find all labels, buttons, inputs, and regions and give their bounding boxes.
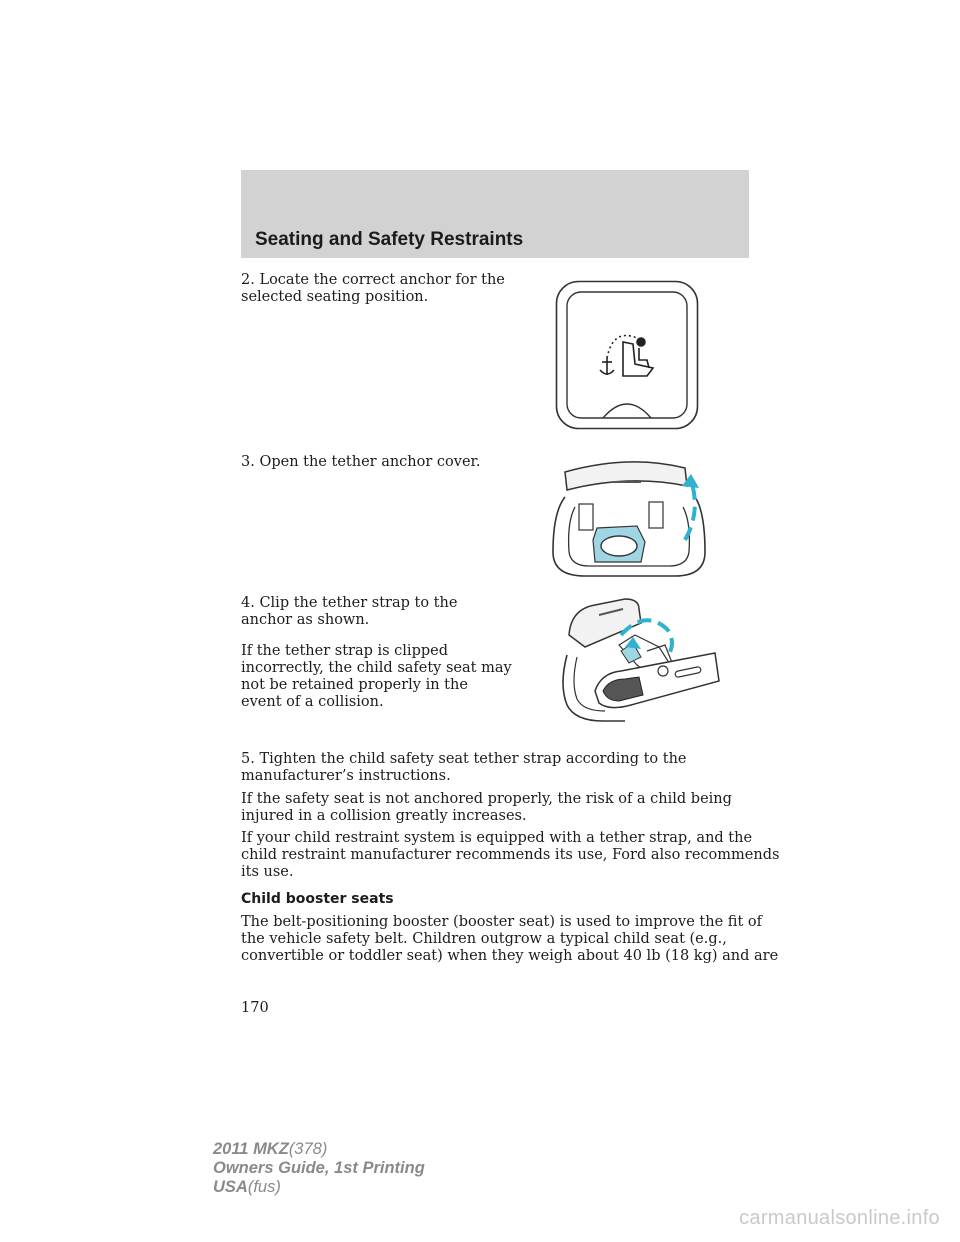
step-5-text <box>241 751 687 785</box>
tether-recommendation-line-3: its use. <box>241 864 294 880</box>
booster-seats-heading: Child booster seats <box>241 891 394 907</box>
clip-warning-line-3: not be retained properly in the <box>241 677 468 693</box>
footer-code: (378) <box>288 1140 328 1158</box>
step-2-text <box>241 272 505 306</box>
page-number: 170 <box>241 1000 269 1016</box>
print-footer <box>213 1140 425 1197</box>
step-5-line-2: manufacturer’s instructions. <box>241 768 451 784</box>
clip-warning-line-4: event of a collision. <box>241 694 384 710</box>
footer-model: 2011 MKZ <box>213 1140 289 1158</box>
step-3-line-1: 3. Open the tether anchor cover. <box>241 454 481 470</box>
step-4-line-2: anchor as shown. <box>241 612 370 628</box>
watermark: carmanualsonline.info <box>739 1207 940 1229</box>
tether-anchor-symbol-figure <box>555 280 701 432</box>
anchored-warning-text <box>241 791 732 825</box>
tether-recommendation-line-2: child restraint manufacturer recommends its use, Ford also recommends <box>241 847 780 863</box>
clip-warning-line-1: If the tether strap is clipped <box>241 643 449 659</box>
booster-line-2: the vehicle safety belt. Children outgrow a typical child seat (e.g., <box>241 931 727 947</box>
clip-warning-line-2: incorrectly, the child safety seat may <box>241 660 512 676</box>
footer-market: USA <box>213 1178 248 1196</box>
tether-recommendation-line-1: If your child restraint system is equipped with a tether strap, and the <box>241 830 753 846</box>
step-5-line-1: 5. Tighten the child safety seat tether strap according to the <box>241 751 687 767</box>
footer-market-code: (fus) <box>247 1178 281 1196</box>
step-4-text <box>241 595 457 629</box>
tether-cover-open-figure <box>545 452 715 582</box>
booster-seats-text <box>241 914 778 965</box>
section-title: Seating and Safety Restraints <box>255 229 524 250</box>
clip-warning-text <box>241 643 512 711</box>
step-2-line-1: 2. Locate the correct anchor for the <box>241 272 505 288</box>
anchored-warning-line-1: If the safety seat is not anchored properly, the risk of a child being <box>241 791 732 807</box>
tether-recommendation-text <box>241 830 779 881</box>
booster-line-1: The belt-positioning booster (booster seat) is used to improve the fit of <box>241 914 762 930</box>
step-2-line-2: selected seating position. <box>241 289 429 305</box>
tether-clip-figure <box>555 595 725 735</box>
step-3-text <box>241 454 480 471</box>
section-header-band <box>241 170 749 258</box>
anchored-warning-line-2: injured in a collision greatly increases. <box>241 808 527 824</box>
footer-guide: Owners Guide, 1st Printing <box>213 1159 425 1177</box>
booster-line-3: convertible or toddler seat) when they weigh about 40 lb (18 kg) and are <box>241 948 779 964</box>
step-4-line-1: 4. Clip the tether strap to the <box>241 595 458 611</box>
